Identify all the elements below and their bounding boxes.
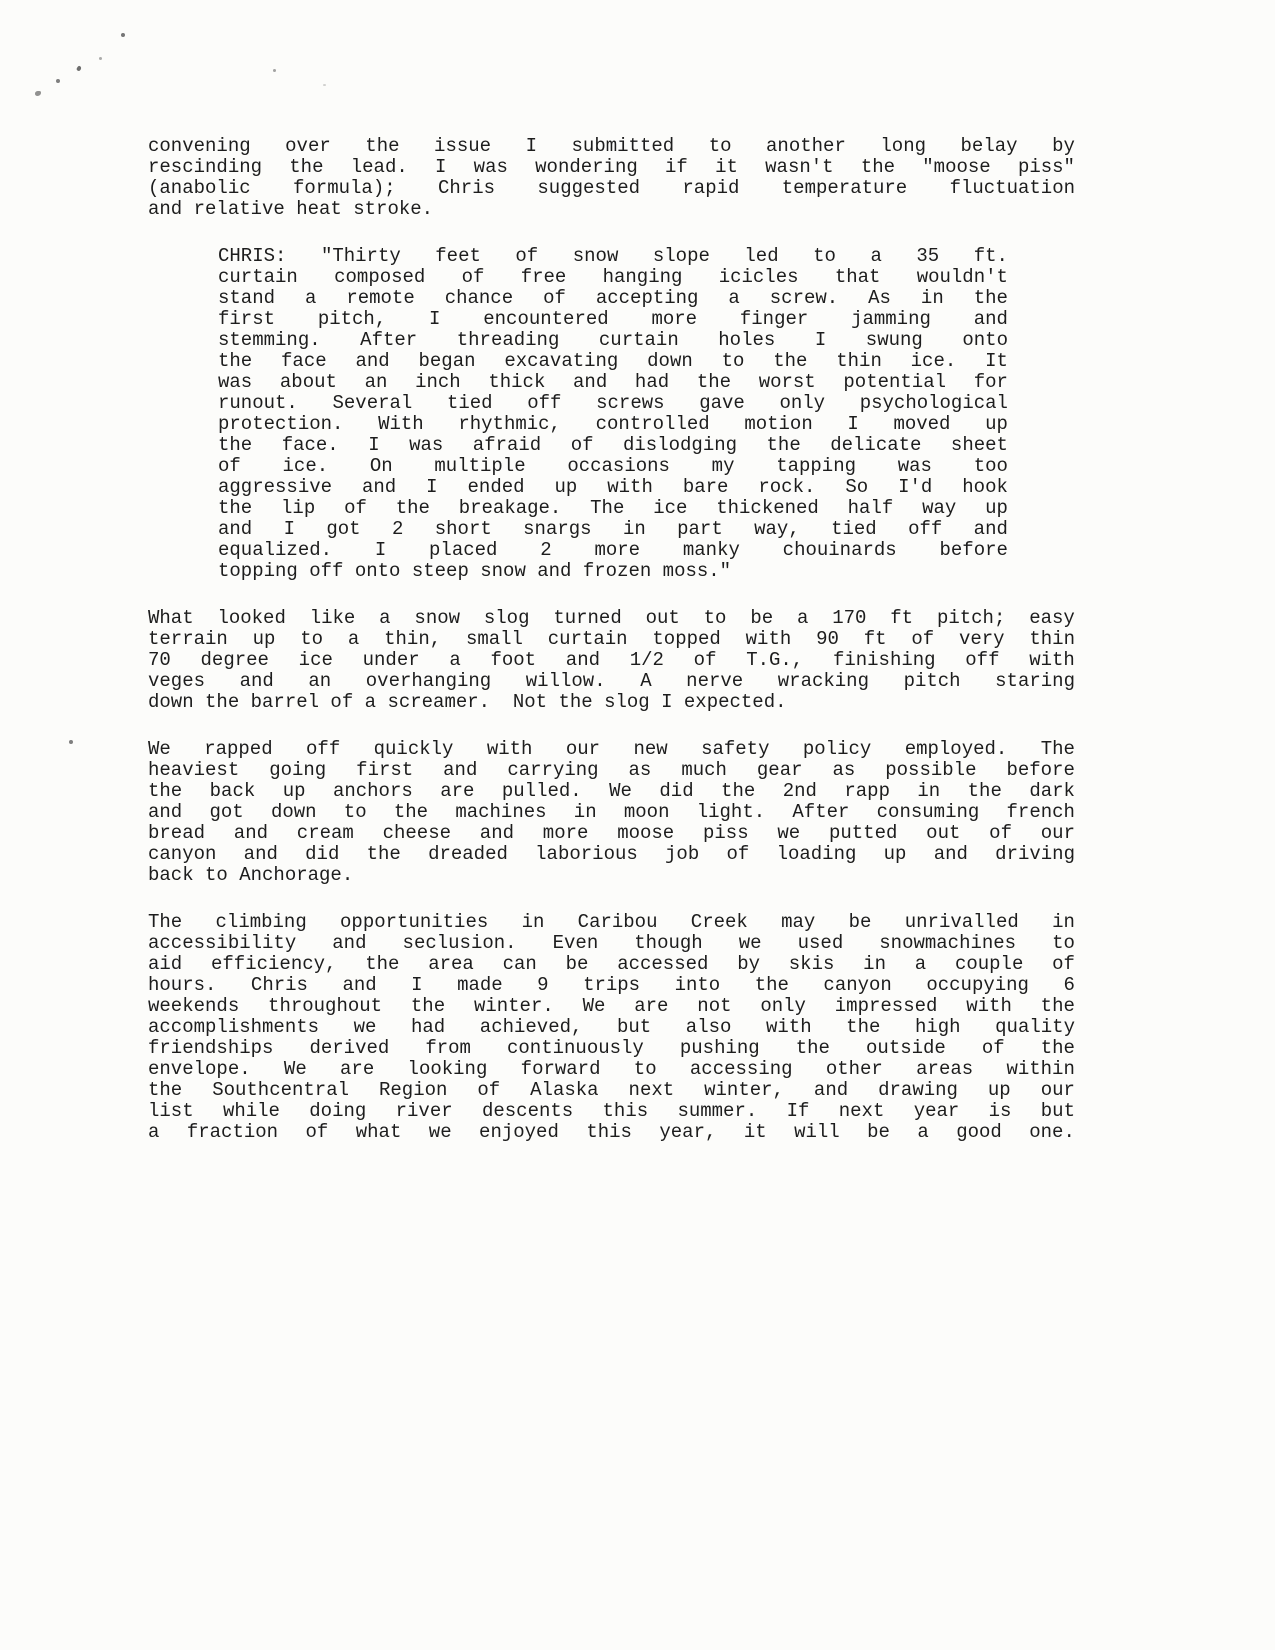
paragraph-snow-slog — [148, 608, 1075, 713]
scan-speck — [56, 79, 60, 83]
text-line: topping off onto steep snow and frozen moss." — [218, 560, 732, 582]
text-line: accomplishments we had achieved, but also with the high quality — [148, 1016, 1075, 1038]
text-line: the back up anchors are pulled. We did the 2nd rapp in the dark — [148, 780, 1075, 802]
text-line: accessibility and seclusion. Even though we used snowmachines to — [148, 932, 1075, 954]
text-line: was about an inch thick and had the worst potential for — [218, 371, 1008, 393]
text-line: bread and cream cheese and more moose piss we putted out of our — [148, 822, 1075, 844]
text-line: protection. With rhythmic, controlled motion I moved up — [218, 413, 1008, 435]
text-line: curtain composed of free hanging icicles that wouldn't — [218, 266, 1008, 288]
text-line: the lip of the breakage. The ice thickened half way up — [218, 497, 1008, 519]
text-line: stand a remote chance of accepting a screw. As in the — [218, 287, 1008, 309]
paragraph-chris-quote — [218, 246, 1008, 582]
scan-speck — [76, 65, 82, 71]
text-line: envelope. We are looking forward to accessing other areas within — [148, 1058, 1075, 1080]
document-text — [148, 136, 1075, 1169]
text-line: first pitch, I encountered more finger jamming and — [218, 308, 1008, 330]
text-line: terrain up to a thin, small curtain topped with 90 ft of very thin — [148, 628, 1075, 650]
text-line: and I got 2 short snargs in part way, tied off and — [218, 518, 1008, 540]
text-line: a fraction of what we enjoyed this year, it will be a good one. — [148, 1121, 1075, 1143]
text-line: stemming. After threading curtain holes I swung onto — [218, 329, 1008, 351]
text-line: friendships derived from continuously pushing the outside of the — [148, 1037, 1075, 1059]
text-line: convening over the issue I submitted to another long belay by — [148, 135, 1075, 157]
paragraph-closing — [148, 912, 1075, 1143]
text-line: What looked like a snow slog turned out to be a 170 ft pitch; easy — [148, 607, 1075, 629]
text-line: equalized. I placed 2 more manky chouinards before — [218, 539, 1008, 561]
text-line: and got down to the machines in moon light. After consuming french — [148, 801, 1075, 823]
text-line: aggressive and I ended up with bare rock. So I'd hook — [218, 476, 1008, 498]
text-line: weekends throughout the winter. We are not only impressed with the — [148, 995, 1075, 1017]
text-line: the Southcentral Region of Alaska next winter, and drawing up our — [148, 1079, 1075, 1101]
text-line: down the barrel of a screamer. Not the slog I expected. — [148, 691, 787, 713]
paragraph-intro — [148, 136, 1075, 220]
text-line: runout. Several tied off screws gave only psychological — [218, 392, 1008, 414]
scan-speck — [273, 69, 276, 72]
text-line: back to Anchorage. — [148, 864, 354, 886]
text-line: heaviest going first and carrying as much gear as possible before — [148, 759, 1075, 781]
text-line: of ice. On multiple occasions my tapping was too — [218, 455, 1008, 477]
text-line: 70 degree ice under a foot and 1/2 of T.G., finishing off with — [148, 649, 1075, 671]
text-line: We rapped off quickly with our new safety policy employed. The — [148, 738, 1075, 760]
text-line: veges and an overhanging willow. A nerve wracking pitch staring — [148, 670, 1075, 692]
text-line: the face. I was afraid of dislodging the delicate sheet — [218, 434, 1008, 456]
text-line: rescinding the lead. I was wondering if it wasn't the "moose piss" — [148, 156, 1075, 178]
scan-speck — [35, 91, 41, 96]
text-line: (anabolic formula); Chris suggested rapid temperature fluctuation — [148, 177, 1075, 199]
text-line: canyon and did the dreaded laborious job of loading up and driving — [148, 843, 1075, 865]
text-line: the face and began excavating down to the thin ice. It — [218, 350, 1008, 372]
paragraph-rapped-off — [148, 739, 1075, 886]
scan-speck — [69, 740, 73, 744]
scan-speck — [121, 33, 125, 37]
text-line: aid efficiency, the area can be accessed by skis in a couple of — [148, 953, 1075, 975]
text-line: hours. Chris and I made 9 trips into the canyon occupying 6 — [148, 974, 1075, 996]
scan-speck — [99, 57, 102, 60]
scan-speck — [323, 84, 326, 86]
text-line: The climbing opportunities in Caribou Creek may be unrivalled in — [148, 911, 1075, 933]
text-line: CHRIS: "Thirty feet of snow slope led to a 35 ft. — [218, 245, 1008, 267]
text-line: list while doing river descents this summer. If next year is but — [148, 1100, 1075, 1122]
text-line: and relative heat stroke. — [148, 198, 434, 220]
